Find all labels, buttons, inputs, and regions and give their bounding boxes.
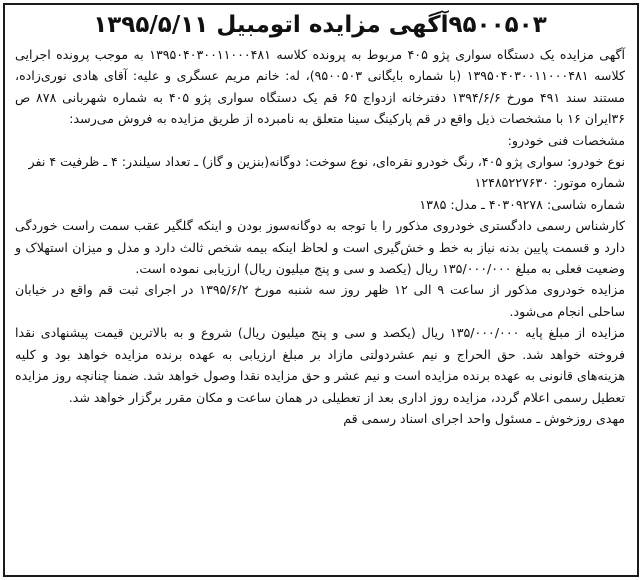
specs-heading: مشخصات فنی خودرو: (507, 132, 625, 148)
signature-line: مهدی روزخوش ـ مسئول واحد اجرای اسناد رسمی قم (343, 410, 625, 426)
notice-headline: ۹۵۰۰۵۰۳آگهی مزایده اتومبیل ۱۳۹۵/۵/۱۱ (93, 12, 547, 38)
vehicle-type: نوع خودرو: سواری پژو ۴۰۵، رنگ خودرو نقره‌ای، نوع سوخت: دوگانه(بنزین و گاز) ـ تعداد سیلندر: ۴ ـ ظرفیت ۴ نفر (28, 154, 625, 170)
notice-box (3, 3, 639, 577)
engine-number: شماره موتور: ۱۲۴۸۵۲۲۷۶۳۰ (474, 175, 625, 191)
appraisal-text: کارشناس رسمی دادگستری خودروی مذکور را با توجه به دوگانه‌سوز بودن و اینکه گلگیر عقب سمت راست خوردگی دارد و قسمت پایین بدنه نیاز به خط و خش‌گیری است و لحاظ اینکه بیمه شخص ثالث دارد و مدل و میزان استهلاک و وضعیت فعلی به مبلغ ۱۳۵/۰۰۰/۰۰۰ ریال (یکصد و سی و پنج میلیون ریال) ارزیابی نموده است. (15, 218, 625, 277)
chassis-number: شماره شاسی: ۴۰۳۰۹۲۷۸ ـ مدل: ۱۳۸۵ (419, 196, 625, 212)
notice-intro: آگهی مزایده یک دستگاه سواری پژو ۴۰۵ مربوط به پرونده کلاسه ۱۳۹۵۰۴۰۳۰۰۱۱۰۰۰۴۸۱ به موجب پرونده اجرایی کلاسه ۱۳۹۵۰۴۰۳۰۰۱۱۰۰۰۴۸۱ (با شماره بایگانی ۹۵۰۰۵۰۳)، له: خانم مریم عسگری و علیه: آقای هادی نوری‌زاده، مستند سند ۴۹۱ مورخ ۱۳۹۴/۶/۶ دفترخانه ازدواج ۶۵ قم یک دستگاه سواری پژو ۴۰۵ به شماره شهربانی ۸۷۸ ص ۳۶ایران ۱۶ با مشخصات ذیل واقع در قم پارکینگ سینا متعلق به نامبرده از طریق مزایده به فروش می‌رسد: (15, 47, 626, 127)
auction-terms: مزایده از مبلغ پایه ۱۳۵/۰۰۰/۰۰۰ ریال (یکصد و سی و پنج میلیون ریال) شروع و به بالاترین قیمت پیشنهادی نقدا فروخته خواهد شد. حق الحراج و نیم عشردولتی مازاد بر مبلغ ارزیابی به عهده برنده مزایده خواهد بود و کلیه هزینه‌های قانونی به عهده برنده مزایده است و نیم عشر و حق مزایده نقدا وصول خواهد شد. ضمنا چنانچه روز مزایده تعطیل رسمی اعلام گردد، مزایده روز اداری بعد از تعطیلی در همان ساعت و مکان مقرر برگزار خواهد شد. (15, 325, 625, 405)
auction-schedule: مزایده خودروی مذکور از ساعت ۹ الی ۱۲ ظهر روز سه شنبه مورخ ۱۳۹۵/۶/۲ در اجرای ثبت قم واقع در خیابان ساحلی انجام می‌شود. (15, 282, 625, 319)
